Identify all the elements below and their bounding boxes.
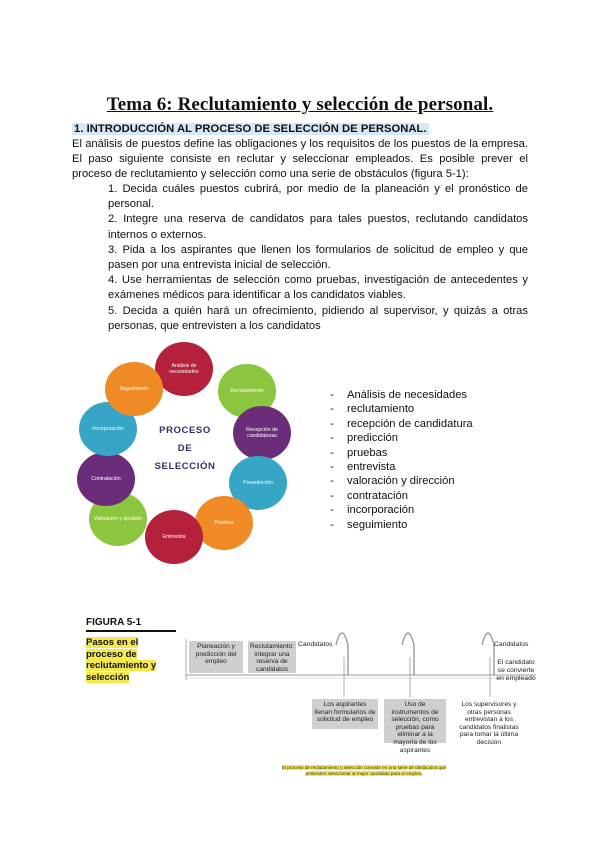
candidates-label: Candidatos (298, 641, 333, 648)
figure-footnote: El proceso de reclutamiento y selección consiste en una serie de obstáculos que pretenden seleccionar al mejor candidato para el empleo. (281, 765, 447, 776)
cycle-node-assessment-decision: Valoración y decisión (89, 492, 147, 546)
cycle-node-interview: Entrevista (145, 510, 203, 564)
cycle-node-candidate-reception: Recepción de candidaturas (233, 406, 291, 460)
applicants-box: Los aspirantes llenan formularios de solicitud de empleo (312, 699, 378, 729)
cycle-node-needs-analysis: Análisis de necesidades (155, 342, 213, 396)
figure-5-1 (86, 617, 536, 777)
cycle-node-tests: Pruebas (195, 496, 253, 550)
step-item: 5. Decida a quién hará un ofrecimiento, pidiendo al supervisor, y quizás a otras personas, que entrevisten a los candidatos (108, 304, 528, 332)
cycle-node-preselection: Preselección (229, 456, 287, 510)
cycle-center-label: PROCESO DE SELECCIÓN (154, 425, 216, 472)
step-item: 2. Integre una reserva de candidatos para tales puestos, reclutando candidatos internos o externos. (108, 213, 528, 241)
step-item: 1. Decida cuáles puestos cubrirá, por medio de la planeación y el pronóstico de personal. (108, 183, 528, 211)
selection-process-cycle-diagram (75, 340, 295, 558)
cycle-node-recruitment: Reclutamiento (218, 364, 276, 418)
list-item: - recepción de candidatura (330, 417, 473, 430)
figure-label: FIGURA 5-1 (86, 617, 142, 628)
page-title: Tema 6: Reclutamiento y selección de personal. (106, 94, 494, 115)
intro-paragraph: El análisis de puestos define las obligaciones y los requisitos de los puestos de la empresa. El paso siguiente consiste en reclutar y seleccionar empleados. Es posible prever el proceso de reclutamiento y selección como una serie de obstáculos (figura 5-1): (72, 138, 528, 181)
recruitment-box: Reclutamiento: integrar una reserva de candidatos (248, 641, 296, 673)
list-item: - valoración y dirección (330, 475, 455, 488)
section-heading: 1. INTRODUCCIÓN AL PROCESO DE SELECCIÓN DE PERSONAL. (74, 123, 427, 135)
list-item: - predicción (330, 432, 398, 445)
figure-caption: Pasos en el proceso de reclutamiento y selección (86, 637, 157, 683)
candidates-label: Candidatos (494, 641, 529, 648)
cycle-node-hiring: Contratación (77, 452, 135, 506)
list-item: - incorporación (330, 504, 415, 517)
selection-tools-box: Uso de instrumentos de selección, como pruebas para eliminar a la mayoría de los aspirantes (384, 699, 446, 743)
planning-box: Planeación y predicción del empleo (189, 641, 243, 673)
list-item: - reclutamiento (330, 403, 415, 416)
steps-list (108, 182, 528, 334)
supervisors-box: Los supervisores y otras personas entrevistan a los candidatos finalistas para tomar la última decisión (452, 699, 526, 747)
employee-label: El candidato se convierte en empleado (496, 659, 536, 682)
list-item: - pruebas (330, 446, 388, 459)
cycle-node-follow-up: Seguimiento (105, 362, 163, 416)
cycle-node-onboarding: Incorporación (79, 402, 137, 456)
list-item: - seguimiento (330, 518, 408, 531)
list-item: - entrevista (330, 461, 396, 474)
list-item: - contratación (330, 489, 408, 502)
list-item: - Análisis de necesidades (330, 389, 468, 401)
step-item: 3. Pida a los aspirantes que llenen los formularios de solicitud de empleo y que pasen por una entrevista inicial de selección. (108, 243, 528, 272)
step-item: 4. Use herramientas de selección como pruebas, investigación de antecedentes y exámenes médicos para identificar a los candidatos viables. (108, 274, 528, 302)
process-steps-list (330, 388, 473, 532)
